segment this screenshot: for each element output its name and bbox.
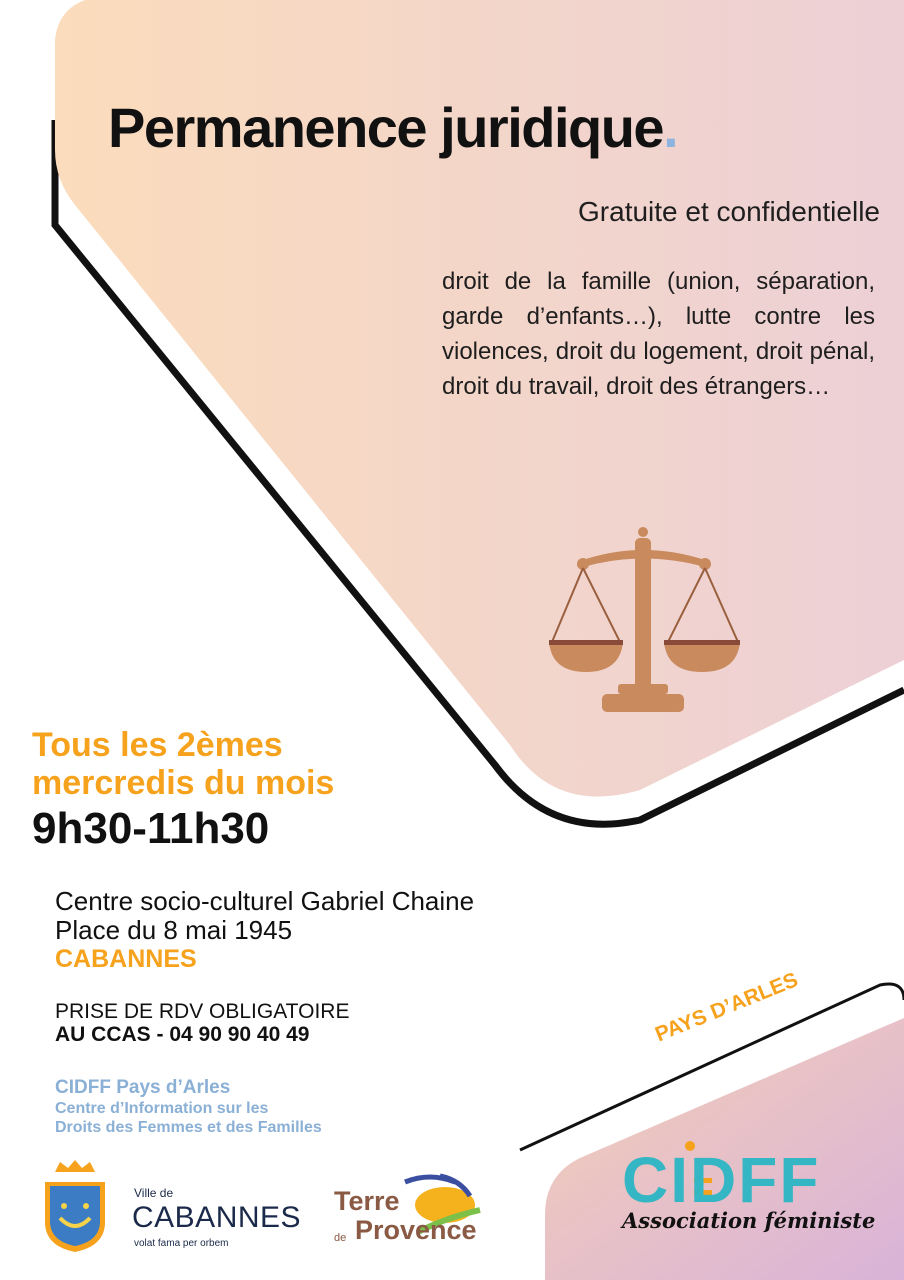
- service-description: droit de la famille (union, séparation, garde d’enfants…), lutte contre les violences, droit du logement, droit pénal, droit du travail, droit des étrangers…: [442, 268, 875, 400]
- page-subtitle: Gratuite et confidentielle: [578, 196, 880, 227]
- schedule-hours: 9h30-11h30: [32, 804, 270, 853]
- appointment-info: [55, 1000, 349, 1046]
- organization-desc-1: Centre d’Information sur les: [55, 1100, 269, 1117]
- provence-logo-text: Provence: [355, 1215, 477, 1245]
- terre-de-logo-text: de: [334, 1232, 347, 1244]
- appointment-line-1: PRISE DE RDV OBLIGATOIRE: [55, 1000, 350, 1023]
- location-address: [55, 887, 474, 945]
- location-line-2: Place du 8 mai 1945: [55, 915, 293, 945]
- schedule-line-1: Tous les 2èmes: [32, 726, 283, 764]
- location-city: CABANNES: [55, 945, 197, 973]
- schedule-line-2: mercredis du mois: [32, 764, 335, 802]
- location-line-1: Centre socio-culturel Gabriel Chaine: [55, 886, 475, 916]
- terre-logo-text: Terre: [334, 1186, 400, 1216]
- page-title: [108, 96, 898, 159]
- cidff-tagline: Association féministe: [622, 1208, 876, 1233]
- pays-arles-label: PAYS D’ARLES: [652, 968, 802, 1047]
- ville-name-logo: CABANNES: [132, 1201, 302, 1234]
- ville-motto: volat fama per orbem: [134, 1238, 229, 1249]
- page-title-text: Permanence juridique: [108, 96, 664, 159]
- appointment-phone: AU CCAS - 04 90 90 40 49: [55, 1023, 310, 1046]
- organization-description: [55, 1099, 322, 1137]
- ville-de-label: Ville de: [134, 1186, 174, 1200]
- schedule-days: [32, 726, 334, 802]
- organization-desc-2: Droits des Femmes et des Familles: [55, 1119, 322, 1136]
- organization-name: CIDFF Pays d’Arles: [55, 1077, 231, 1098]
- title-dot: .: [663, 96, 678, 159]
- cidff-logo: CIDFF: [622, 1144, 821, 1216]
- cabannes-crest-icon: [45, 1160, 105, 1252]
